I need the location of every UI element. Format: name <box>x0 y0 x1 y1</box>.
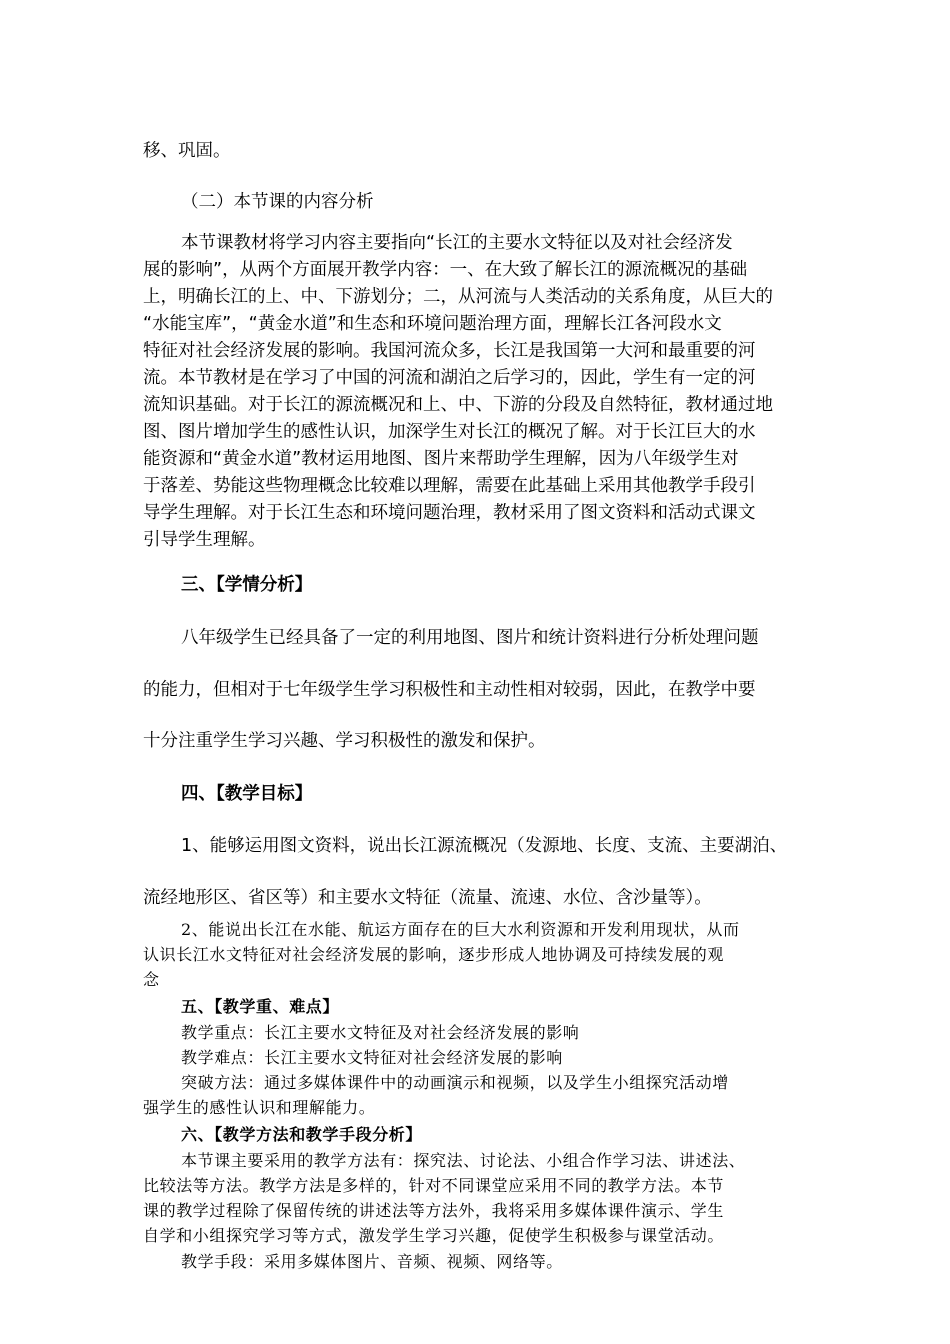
paragraph-line: 突破方法：通过多媒体课件中的动画演示和视频，以及学生小组探究活动增 <box>181 1073 729 1092</box>
heading-learner-analysis: 三、【学情分析】 <box>181 575 313 595</box>
paragraph-line: 教学难点：长江主要水文特征对社会经济发展的影响 <box>181 1048 563 1067</box>
paragraph-line: 上，明确长江的上、中、下游划分；二，从河流与人类活动的关系角度，从巨大的 <box>143 287 773 307</box>
paragraph-line: 八年级学生已经具备了一定的利用地图、图片和统计资料进行分析处理问题 <box>181 628 759 648</box>
paragraph-line: 教学手段：采用多媒体图片、音频、视频、网络等。 <box>181 1252 563 1271</box>
subheading-content-analysis: （二）本节课的内容分析 <box>181 192 374 212</box>
paragraph-line: 特征对社会经济发展的影响。我国河流众多，长江是我国第一大河和最重要的河 <box>143 341 756 361</box>
paragraph-line: 2、能说出长江在水能、航运方面存在的巨大水利资源和开发利用现状，从而 <box>181 920 740 939</box>
paragraph-line: 教学重点：长江主要水文特征及对社会经济发展的影响 <box>181 1023 580 1042</box>
paragraph-line: 本节课教材将学习内容主要指向“长江的主要水文特征以及对社会经济发 <box>181 233 733 253</box>
paragraph-line: 的能力，但相对于七年级学生学习积极性和主动性相对较弱，因此，在教学中要 <box>143 680 756 700</box>
heading-key-difficult-points: 五、【教学重、难点】 <box>181 997 340 1016</box>
heading-teaching-goals: 四、【教学目标】 <box>181 784 313 804</box>
paragraph-line: 引导学生理解。 <box>143 530 266 550</box>
paragraph-line: 认识长江水文特征对社会经济发展的影响，逐步形成人地协调及可持续发展的观 <box>143 945 725 964</box>
paragraph-line: 展的影响”，从两个方面展开教学内容：一、在大致了解长江的源流概况的基础 <box>143 260 748 280</box>
paragraph-line: 流经地形区、省区等）和主要水文特征（流量、流速、水位、含沙量等）。 <box>143 888 712 908</box>
paragraph-line: 本节课主要采用的教学方法有：探究法、讨论法、小组合作学习法、讲述法、 <box>181 1151 746 1170</box>
paragraph-line: 课的教学过程除了保留传统的讲述法等方法外，我将采用多媒体课件演示、学生 <box>143 1201 725 1220</box>
paragraph-line: 1、能够运用图文资料，说出长江源流概况（发源地、长度、支流、主要湖泊、 <box>181 836 788 856</box>
paragraph-line: 强学生的感性认识和理解能力。 <box>143 1098 376 1117</box>
paragraph-line: 导学生理解。对于长江生态和环境问题治理，教材采用了图文资料和活动式课文 <box>143 503 756 523</box>
continuation-line: 移、巩固。 <box>143 141 231 161</box>
paragraph-line: 比较法等方法。教学方法是多样的，针对不同课堂应采用不同的教学方法。本节 <box>143 1176 725 1195</box>
paragraph-line: 念 <box>143 970 160 989</box>
paragraph-line: 能资源和“黄金水道”教材运用地图、图片来帮助学生理解，因为八年级学生对 <box>143 449 739 469</box>
paragraph-line: 于落差、势能这些物理概念比较难以理解，需要在此基础上采用其他教学手段引 <box>143 476 756 496</box>
paragraph-line: 流。本节教材是在学习了中国的河流和湖泊之后学习的，因此，学生有一定的河 <box>143 368 756 388</box>
heading-teaching-methods: 六、【教学方法和教学手段分析】 <box>181 1125 423 1144</box>
paragraph-line: 自学和小组探究学习等方式，激发学生学习兴趣，促使学生积极参与课堂活动。 <box>143 1226 725 1245</box>
paragraph-line: 十分注重学生学习兴趣、学习积极性的激发和保护。 <box>143 731 546 751</box>
paragraph-line: 图、图片增加学生的感性认识，加深学生对长江的概况了解。对于长江巨大的水 <box>143 422 756 442</box>
paragraph-line: “水能宝库”，“黄金水道”和生态和环境问题治理方面，理解长江各河段水文 <box>143 314 722 334</box>
paragraph-line: 流知识基础。对于长江的源流概况和上、中、下游的分段及自然特征，教材通过地 <box>143 395 773 415</box>
